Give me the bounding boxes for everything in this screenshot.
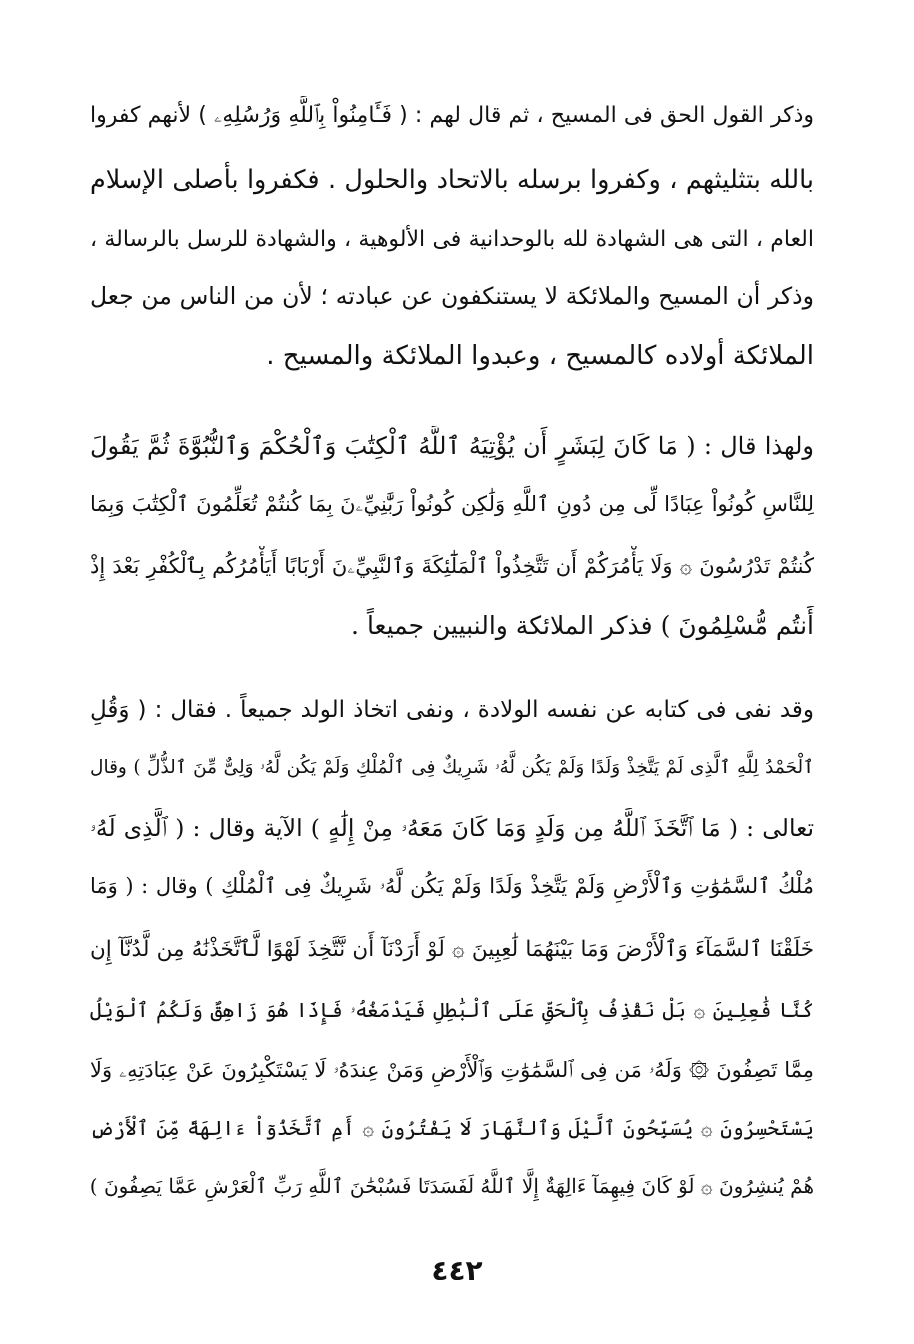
paragraph-3-line-1: وقد نفى فى كتابه عن نفسه الولادة ، ونفى اتخاذ الولد جميعاً . فقال : ( وَقُلِ: [90, 697, 814, 723]
paragraph-2-line-2: لِلنَّاسِ كُونُواْ عِبَادًا لِّى مِن دُونِ ٱللَّهِ وَلَٰكِن كُونُواْ رَبَّٰنِيِّۦنَ بِمَا كُنتُمْ تُعَلِّمُونَ ٱلْكِتَٰبَ وَبِمَا: [90, 492, 814, 516]
paragraph-1-line-4: وذكر أن المسيح والملائكة لا يستنكفون عن عبادته ؛ لأن من الناس من جعل: [90, 282, 814, 310]
paragraph-3-line-5: خَلَقْنَا ٱلسَّمَآءَ وَٱلْأَرْضَ وَمَا بَيْنَهُمَا لَٰعِبِينَ ۞ لَوْ أَرَدْنَآ أَن نَّتَّخِذَ لَهْوًا لَّٱتَّخَذْنَٰهُ مِن لَّدُنَّآ إِن: [90, 937, 814, 962]
paragraph-3-line-8: يَسْتَحْسِرُونَ ۞ يُسَبِّحُونَ ٱلَّيْلَ وَٱلنَّهَارَ لَا يَفْتُرُونَ ۞ أَمِ ٱتَّخَذُوٓاْ ءَالِهَةً مِّنَ ٱلْأَرْضِ: [90, 1116, 814, 1140]
paragraph-3-line-9: هُمْ يُنشِرُونَ ۞ لَوْ كَانَ فِيهِمَآ ءَالِهَةٌ إِلَّا ٱللَّهُ لَفَسَدَتَا فَسُبْحَٰنَ ٱللَّهِ رَبِّ ٱلْعَرْشِ عَمَّا يَصِفُونَ ): [90, 1174, 814, 1198]
paragraph-2-line-1: ولهذا قال : ( مَا كَانَ لِبَشَرٍ أَن يُؤْتِيَهُ ٱللَّهُ ٱلْكِتَٰبَ وَٱلْحُكْمَ وَٱلنُّبُوَّةَ ثُمَّ يَقُولَ: [90, 432, 814, 460]
paragraph-3-line-6: كُنَّا فَٰعِلِينَ ۞ بَلْ نَقْذِفُ بِٱلْحَقِّ عَلَى ٱلْبَٰطِلِ فَيَدْمَغُهُۥ فَإِذَا هُوَ زَاهِقٌ وَلَكُمُ ٱلْوَيْلُ: [90, 998, 814, 1022]
paragraph-2-line-4: أَنتُم مُّسْلِمُونَ ) فذكر الملائكة والنبيين جميعاً .: [351, 611, 814, 640]
paragraph-3-line-2: ٱلْحَمْدُ لِلَّهِ ٱلَّذِى لَمْ يَتَّخِذْ وَلَدًا وَلَمْ يَكُن لَّهُۥ شَرِيكٌ فِى ٱلْمُلْكِ وَلَمْ يَكُن لَّهُۥ وَلِىٌّ مِّنَ ٱلذُّلِّ ) وقال: [90, 757, 814, 778]
paragraph-3-line-7: مِمَّا تَصِفُونَ ۞ وَلَهُۥ مَن فِى ٱلسَّمَٰوَٰتِ وَٱلْأَرْضِ وَمَنْ عِندَهُۥ لَا يَسْتَكْبِرُونَ عَنْ عِبَادَتِهِۦ وَلَا: [90, 1058, 814, 1082]
paragraph-1-line-2: بالله بتثليثهم ، وكفروا برسله بالاتحاد والحلول . فكفروا بأصلى الإسلام: [90, 165, 814, 195]
paragraph-1-line-5: الملائكة أولاده كالمسيح ، وعبدوا الملائكة والمسيح .: [266, 341, 814, 371]
paragraph-3-line-3: تعالى : ( مَا ٱتَّخَذَ ٱللَّهُ مِن وَلَدٍ وَمَا كَانَ مَعَهُۥ مِنْ إِلَٰهٍ ) الآية وقال : ( ٱلَّذِى لَهُۥ: [90, 814, 814, 842]
paragraph-1-line-1: وذكر القول الحق فى المسيح ، ثم قال لهم : ( فَـَٔامِنُواْ بِٱللَّهِ وَرُسُلِهِۦ ) لأنهم كفروا: [90, 103, 814, 128]
paragraph-2-line-3: كُنتُمْ تَدْرُسُونَ ۞ وَلَا يَأْمُرَكُمْ أَن تَتَّخِذُواْ ٱلْمَلَٰٓئِكَةَ وَٱلنَّبِيِّۦنَ أَرْبَابًا أَيَأْمُرُكُم بِٱلْكُفْرِ بَعْدَ إِذْ: [90, 554, 814, 578]
paragraph-1-line-3: العام ، التى هى الشهادة لله بالوحدانية فى الألوهية ، والشهادة للرسل بالرسالة ،: [90, 227, 814, 252]
page-number: ٤٤٢: [431, 1254, 483, 1287]
paragraph-3-line-4: مُلْكُ ٱلسَّمَٰوَٰتِ وَٱلْأَرْضِ وَلَمْ يَتَّخِذْ وَلَدًا وَلَمْ يَكُن لَّهُۥ شَرِيكٌ فِى ٱلْمُلْكِ ) وقال : ( وَمَا: [90, 874, 814, 898]
